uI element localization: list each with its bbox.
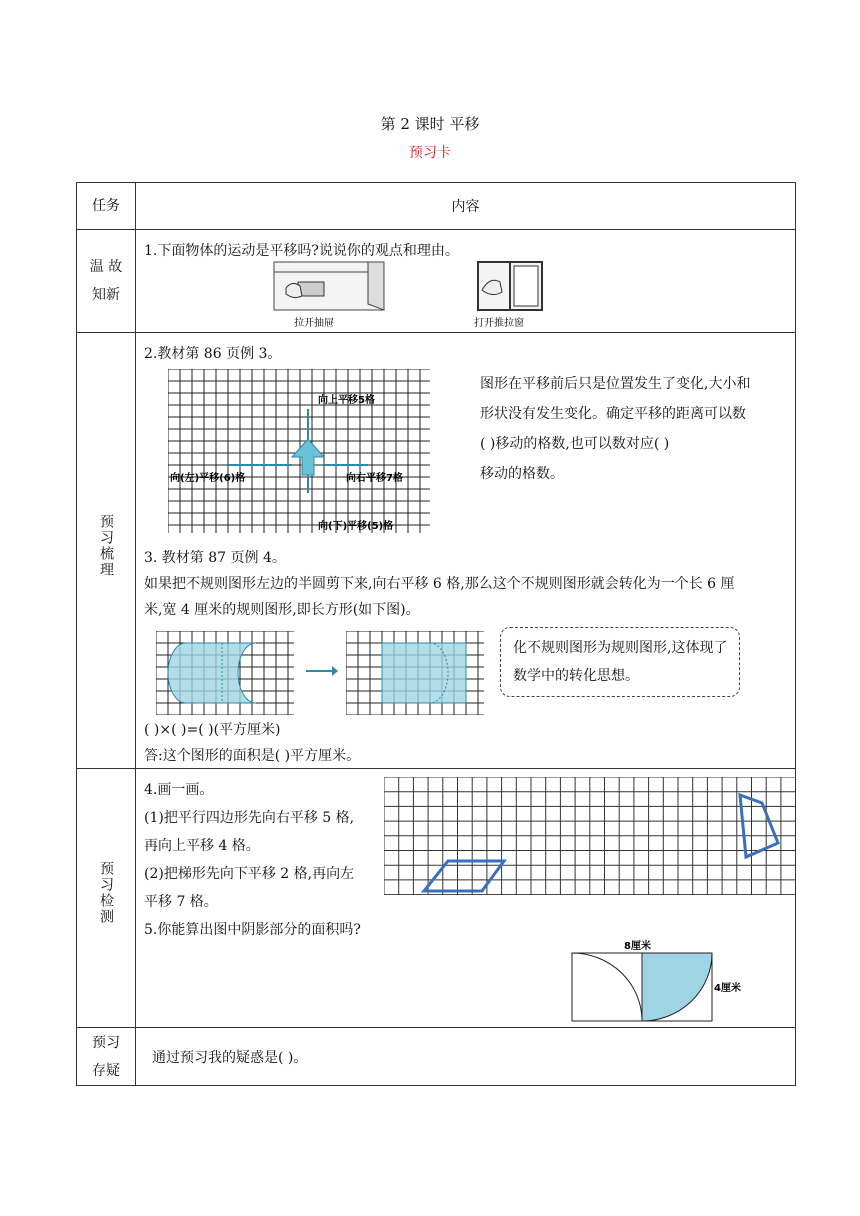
header-row (77, 183, 796, 230)
shaded-area-figure (564, 939, 760, 1025)
q3-text-1: 如果把不规则图形左边的半圆剪下来,向右平移 6 格,那么这个不规则图形就会转化为一个长 6 厘 (144, 576, 735, 592)
row-check: 预习检测 4.画一画。 (1)把平行四边形先向右平移 5 格, 再向上平移 4 格。 (2)把梯形先向下平移 2 格,再向左 平移 7 格。 5.你能算出图中阴影部分的面积吗? 8厘米 4厘米 (77, 769, 796, 1028)
col-content-header: 内容 (136, 183, 796, 230)
col-task-header: 任务 (77, 183, 136, 230)
row-preview (77, 333, 796, 769)
row-review-label: 温 故 知新 (77, 230, 136, 333)
row-question-label: 预习 存疑 (77, 1028, 136, 1086)
rectangle-shape-grid (346, 631, 484, 715)
q2-explanation: 图形在平移前后只是位置发生了变化,大小和 形状没有发生变化。确定平移的距离可以数 ( )移动的格数,也可以数对应( ) 移动的格数。 (480, 376, 751, 482)
irregular-shape-grid (156, 631, 294, 715)
question-2: 2.教材第 86 页例 3。 (144, 346, 282, 362)
label-right: 向右平移7格 (346, 473, 403, 484)
row-review (77, 230, 796, 333)
drawing-grid (384, 777, 796, 895)
window-caption: 打开推拉窗 (474, 318, 524, 329)
fig-top-label: 8厘米 (624, 941, 651, 952)
question-input-line[interactable]: 通过预习我的疑惑是( )。 (152, 1049, 308, 1066)
drawer-caption: 拉开抽屉 (294, 318, 334, 329)
label-left: 向(左)平移(6)格 (170, 473, 246, 484)
question-1: 1.下面物体的运动是平移吗?说说你的观点和理由。 (144, 243, 459, 259)
drawer-picture (268, 260, 390, 330)
area-formula: ( )×( )=( )(平方厘米) (144, 722, 281, 738)
label-up: 向上平移5格 (318, 395, 375, 406)
question-3: 3. 教材第 87 页例 4。 (144, 550, 286, 566)
label-down: 向(下)平移(5)格 (318, 521, 394, 532)
page-subtitle: 预习卡 (409, 145, 451, 161)
window-picture (466, 260, 558, 330)
row-question (77, 1028, 796, 1086)
arrow-icon (304, 663, 338, 679)
page-title: 第 2 课时 平移 (380, 115, 480, 133)
fig-right-label: 4厘米 (714, 983, 741, 994)
thinking-bubble: 化不规则图形为规则图形,这体现了 数学中的转化思想。 (500, 627, 740, 697)
worksheet-table (76, 182, 796, 1086)
row-check-label: 预习检测 (77, 769, 136, 1028)
area-answer: 答:这个图形的面积是( )平方厘米。 (144, 748, 361, 764)
q3-text-2: 米,宽 4 厘米的规则图形,即长方形(如下图)。 (144, 602, 420, 618)
question-4: 4.画一画。 (144, 782, 214, 798)
question-5: 5.你能算出图中阴影部分的面积吗? (144, 922, 361, 938)
row-preview-label: 预习梳理 (77, 333, 136, 769)
translation-grid (168, 369, 430, 533)
